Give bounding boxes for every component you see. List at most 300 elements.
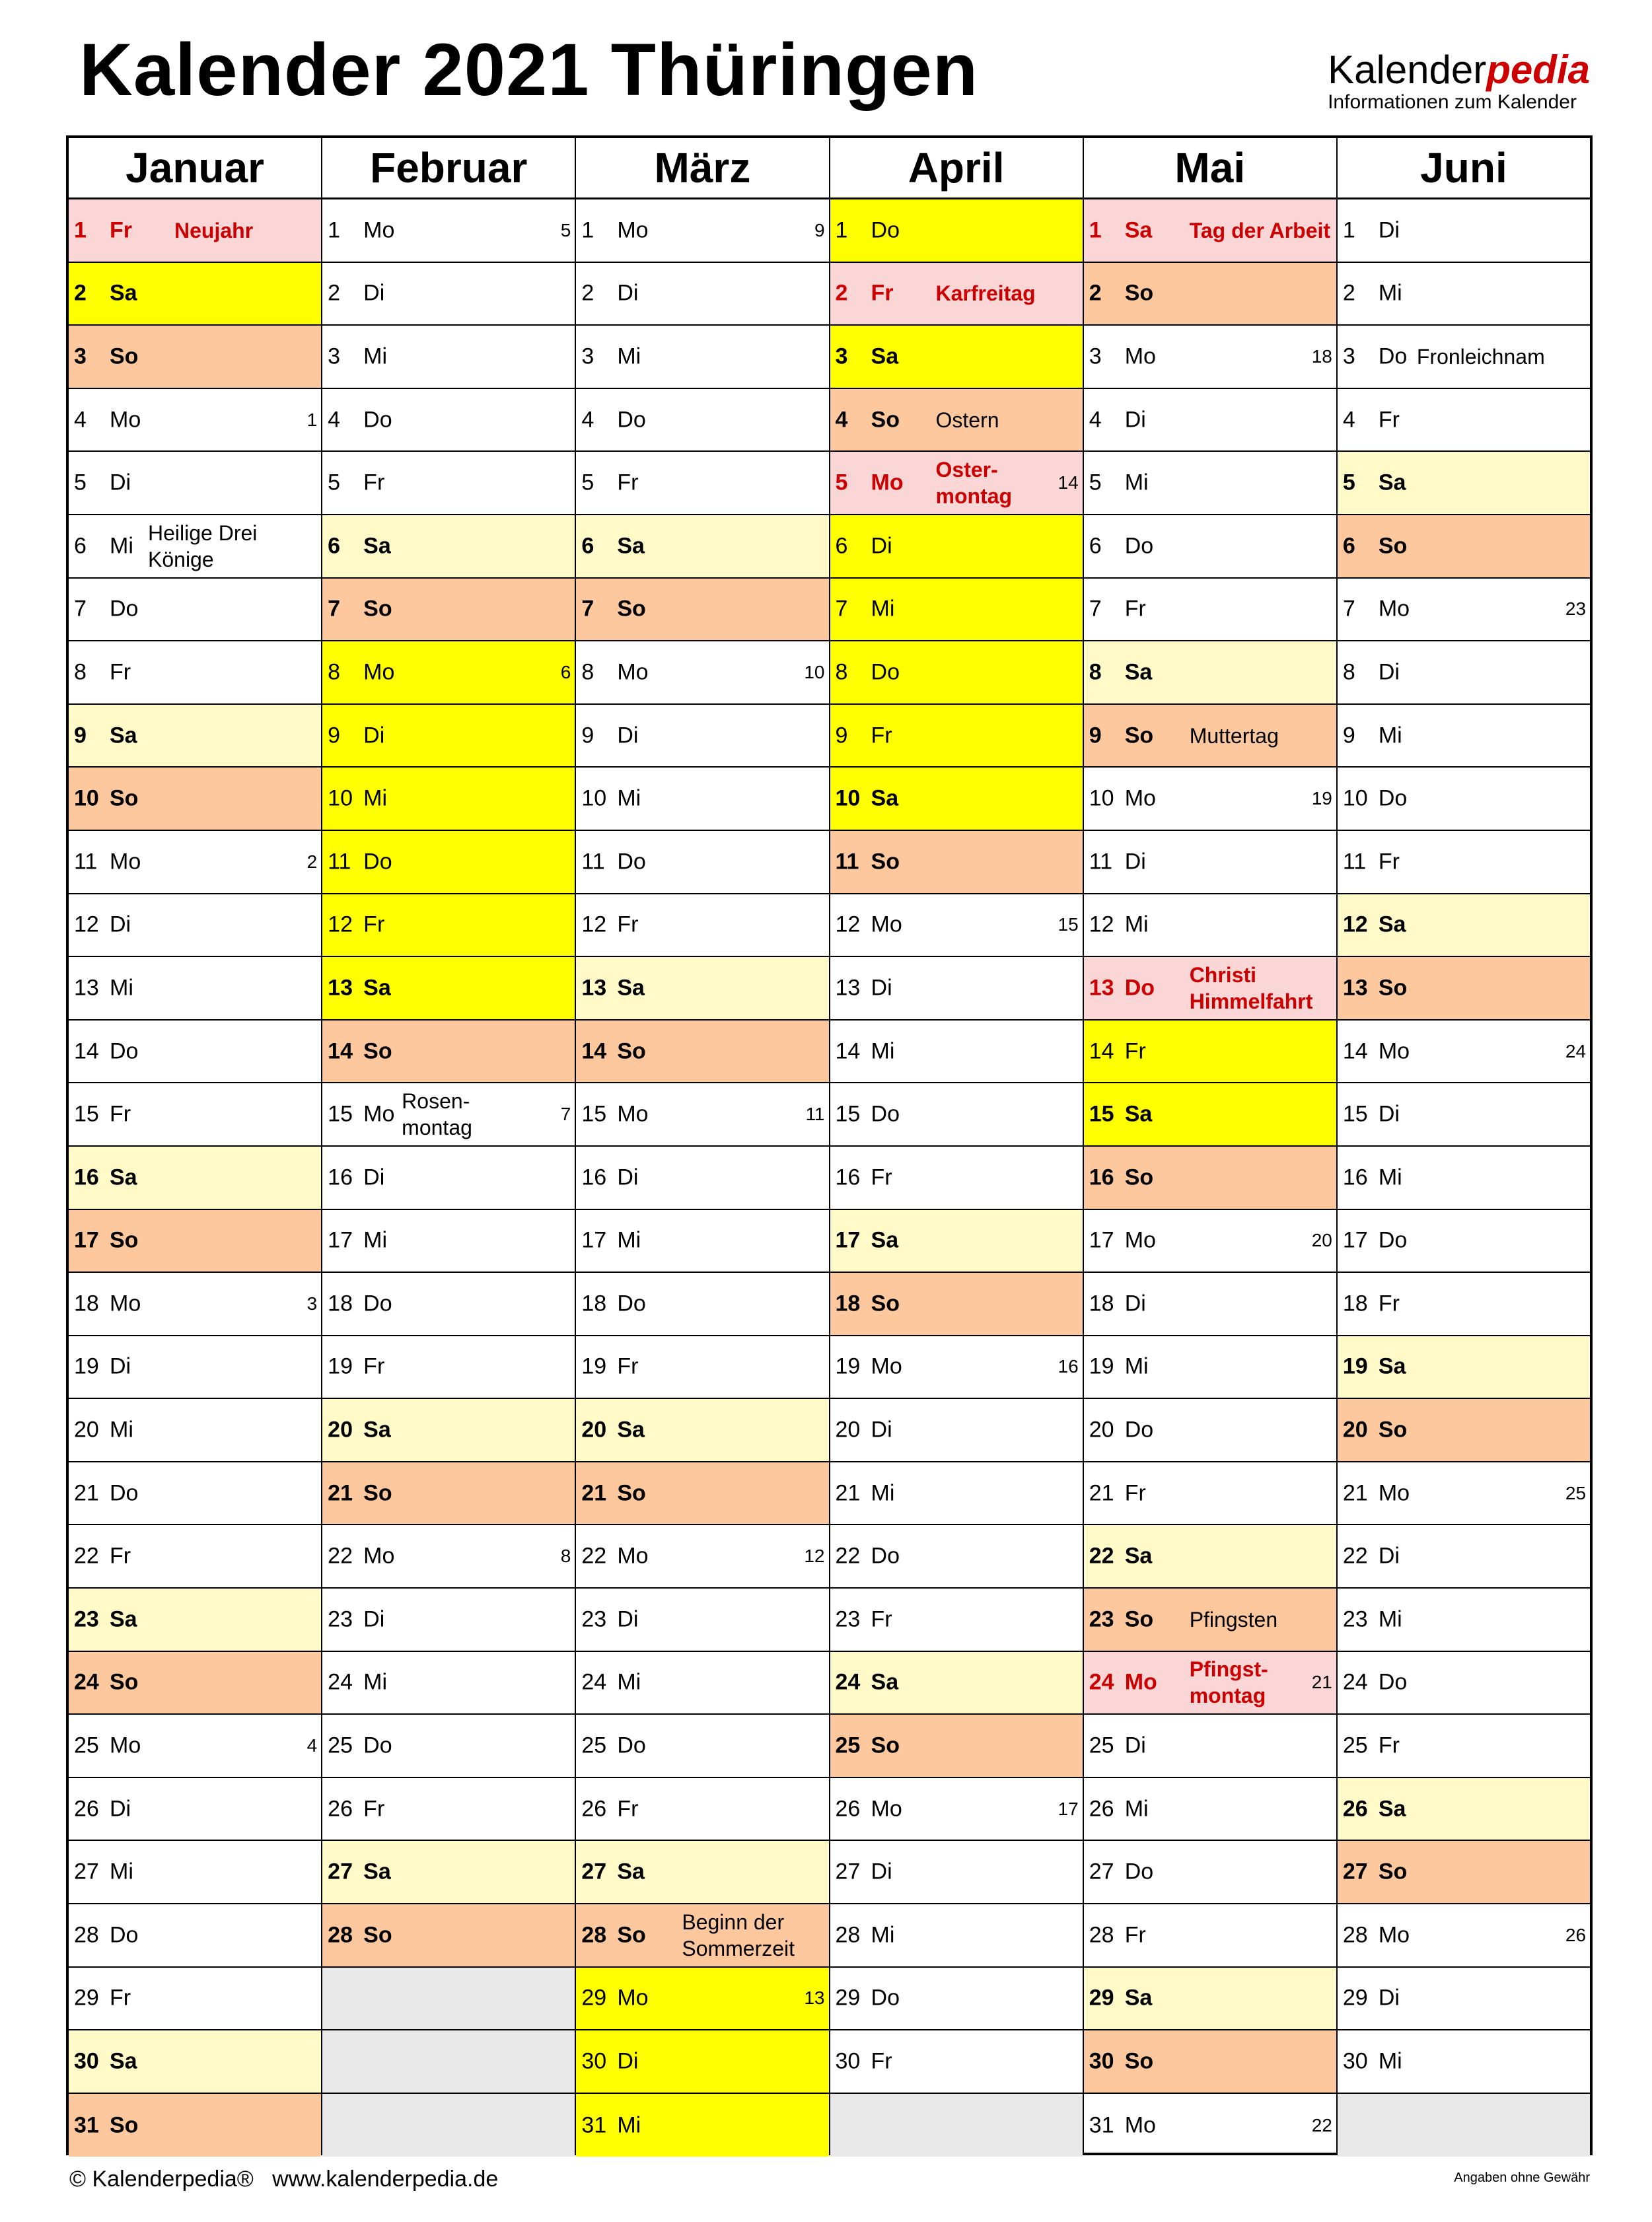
day-cell[interactable] bbox=[1084, 1904, 1336, 1968]
day-cell[interactable] bbox=[69, 389, 321, 452]
day-number: 21 bbox=[835, 1480, 861, 1506]
day-cell[interactable] bbox=[1084, 1841, 1336, 1904]
day-cell[interactable] bbox=[830, 515, 1083, 579]
day-cell[interactable] bbox=[69, 641, 321, 705]
day-cell[interactable] bbox=[322, 705, 575, 768]
day-cell[interactable] bbox=[576, 1589, 828, 1652]
weekday-label: Do bbox=[617, 849, 646, 875]
day-cell[interactable] bbox=[1084, 768, 1336, 831]
day-cell[interactable] bbox=[1338, 579, 1590, 642]
day-cell[interactable] bbox=[69, 894, 321, 958]
day-cell[interactable] bbox=[830, 1778, 1083, 1842]
weekday-label: Sa bbox=[871, 785, 899, 811]
day-cell[interactable] bbox=[1084, 894, 1336, 958]
brand-name-part1: Kalender bbox=[1328, 48, 1487, 92]
day-number: 28 bbox=[74, 1922, 99, 1948]
day-cell[interactable] bbox=[1084, 452, 1336, 515]
day-cell[interactable] bbox=[830, 1968, 1083, 2031]
day-cell[interactable] bbox=[1338, 1652, 1590, 1715]
day-number: 17 bbox=[1342, 1227, 1368, 1253]
day-cell[interactable] bbox=[69, 1210, 321, 1273]
day-cell[interactable] bbox=[322, 1210, 575, 1273]
day-cell[interactable] bbox=[576, 1778, 828, 1842]
day-cell[interactable] bbox=[1338, 705, 1590, 768]
day-cell[interactable] bbox=[69, 705, 321, 768]
weekday-label: Mo bbox=[363, 217, 395, 243]
weekday-label: Mi bbox=[871, 1480, 895, 1506]
week-number: 20 bbox=[1311, 1230, 1332, 1251]
day-number: 9 bbox=[1342, 723, 1355, 748]
day-cell[interactable] bbox=[322, 1399, 575, 1462]
day-cell[interactable] bbox=[1338, 1968, 1590, 2031]
weekday-label: Fr bbox=[871, 280, 894, 306]
day-note: Neujahr bbox=[174, 218, 254, 242]
day-cell[interactable] bbox=[322, 579, 575, 642]
day-note: Oster- montag bbox=[935, 458, 1013, 509]
day-cell[interactable] bbox=[1084, 1715, 1336, 1778]
day-cell[interactable] bbox=[576, 768, 828, 831]
weekday-label: So bbox=[1124, 2048, 1154, 2074]
day-cell[interactable] bbox=[69, 2094, 321, 2157]
day-cell[interactable] bbox=[576, 199, 828, 263]
day-cell[interactable] bbox=[322, 1841, 575, 1904]
day-cell[interactable] bbox=[69, 326, 321, 389]
day-cell[interactable] bbox=[576, 1336, 828, 1400]
day-cell[interactable] bbox=[830, 1147, 1083, 1210]
day-cell[interactable] bbox=[1338, 2030, 1590, 2094]
day-number: 5 bbox=[1089, 470, 1102, 495]
weekday-label: Fr bbox=[110, 1101, 131, 1127]
day-cell[interactable] bbox=[576, 1715, 828, 1778]
day-cell[interactable] bbox=[322, 1589, 575, 1652]
day-number: 25 bbox=[328, 1733, 353, 1758]
day-cell[interactable] bbox=[576, 2030, 828, 2094]
day-cell[interactable] bbox=[1338, 1336, 1590, 1400]
day-cell[interactable] bbox=[69, 1399, 321, 1462]
day-cell[interactable] bbox=[322, 1462, 575, 1526]
day-cell[interactable] bbox=[1338, 1904, 1590, 1968]
day-cell[interactable] bbox=[322, 1715, 575, 1778]
day-number: 7 bbox=[1342, 596, 1355, 622]
day-cell[interactable] bbox=[576, 1904, 828, 1968]
day-cell[interactable] bbox=[69, 1841, 321, 1904]
day-number: 28 bbox=[1342, 1922, 1368, 1948]
weekday-label: Fr bbox=[1378, 407, 1400, 433]
day-cell[interactable] bbox=[69, 1083, 321, 1147]
weekday-label: Di bbox=[617, 2048, 639, 2074]
day-cell[interactable] bbox=[1338, 326, 1590, 389]
day-number: 23 bbox=[1089, 1606, 1114, 1632]
weekday-label: Sa bbox=[871, 343, 899, 369]
weekday-label: Di bbox=[871, 1859, 892, 1884]
day-cell[interactable] bbox=[830, 1336, 1083, 1400]
day-cell[interactable] bbox=[1084, 1462, 1336, 1526]
day-cell[interactable] bbox=[830, 1083, 1083, 1147]
day-number: 28 bbox=[581, 1922, 607, 1948]
day-cell[interactable] bbox=[69, 831, 321, 894]
day-cell[interactable] bbox=[830, 1589, 1083, 1652]
day-cell[interactable] bbox=[830, 957, 1083, 1021]
day-cell[interactable] bbox=[1084, 199, 1336, 263]
week-number: 22 bbox=[1311, 2114, 1332, 2135]
week-number: 23 bbox=[1565, 598, 1587, 620]
day-cell[interactable] bbox=[1338, 1399, 1590, 1462]
day-cell[interactable] bbox=[69, 1336, 321, 1400]
day-cell[interactable] bbox=[69, 1904, 321, 1968]
day-cell[interactable] bbox=[1084, 1399, 1336, 1462]
day-number: 27 bbox=[328, 1859, 353, 1884]
brand-logo[interactable] bbox=[1328, 50, 1590, 112]
day-cell[interactable] bbox=[576, 894, 828, 958]
day-number: 21 bbox=[1342, 1480, 1368, 1506]
day-cell[interactable] bbox=[1338, 1083, 1590, 1147]
day-cell[interactable] bbox=[69, 768, 321, 831]
week-number: 19 bbox=[1311, 788, 1332, 809]
day-cell[interactable] bbox=[1084, 579, 1336, 642]
day-number: 5 bbox=[74, 470, 87, 495]
day-cell[interactable] bbox=[576, 1210, 828, 1273]
weekday-label: Do bbox=[110, 1038, 139, 1064]
week-number: 5 bbox=[560, 219, 571, 240]
weekday-label: Sa bbox=[1124, 1543, 1153, 1569]
day-cell[interactable] bbox=[1338, 1589, 1590, 1652]
weekday-label: Di bbox=[871, 975, 892, 1001]
day-number: 13 bbox=[581, 975, 607, 1001]
weekday-label: Fr bbox=[617, 1796, 639, 1822]
weekday-label: Mo bbox=[871, 912, 902, 937]
day-cell[interactable] bbox=[1084, 1589, 1336, 1652]
day-cell[interactable] bbox=[1084, 2030, 1336, 2094]
day-cell[interactable] bbox=[830, 1525, 1083, 1589]
day-cell[interactable] bbox=[1084, 957, 1336, 1021]
week-number: 9 bbox=[814, 219, 825, 240]
day-cell[interactable] bbox=[1084, 326, 1336, 389]
day-cell[interactable] bbox=[1338, 1525, 1590, 1589]
month-header: Februar bbox=[322, 138, 575, 199]
weekday-label: So bbox=[871, 1291, 900, 1316]
day-cell[interactable] bbox=[322, 957, 575, 1021]
day-cell[interactable] bbox=[1084, 831, 1336, 894]
day-cell[interactable] bbox=[69, 1462, 321, 1526]
day-note: Tag der Arbeit bbox=[1189, 218, 1331, 242]
day-cell[interactable] bbox=[69, 579, 321, 642]
weekday-label: Di bbox=[1378, 1985, 1400, 2011]
day-cell[interactable] bbox=[830, 1273, 1083, 1336]
weekday-label: Do bbox=[1124, 1417, 1154, 1443]
day-cell[interactable] bbox=[322, 831, 575, 894]
weekday-label: Fr bbox=[110, 1985, 131, 2011]
weekday-label: Mo bbox=[1378, 596, 1410, 622]
weekday-label: Mo bbox=[871, 1353, 902, 1379]
day-number: 6 bbox=[74, 533, 87, 559]
day-cell[interactable] bbox=[1338, 263, 1590, 326]
day-cell[interactable] bbox=[830, 641, 1083, 705]
day-cell[interactable] bbox=[576, 705, 828, 768]
day-cell[interactable] bbox=[576, 1841, 828, 1904]
day-cell[interactable] bbox=[322, 1525, 575, 1589]
day-cell[interactable] bbox=[1084, 515, 1336, 579]
day-cell[interactable] bbox=[830, 199, 1083, 263]
day-note: Rosen- montag bbox=[402, 1089, 472, 1140]
day-cell[interactable] bbox=[576, 326, 828, 389]
weekday-label: Sa bbox=[1124, 1985, 1153, 2011]
day-cell[interactable] bbox=[322, 1147, 575, 1210]
day-cell[interactable] bbox=[830, 894, 1083, 958]
day-cell[interactable] bbox=[1084, 263, 1336, 326]
day-number: 24 bbox=[74, 1669, 99, 1695]
day-cell[interactable] bbox=[322, 641, 575, 705]
day-cell[interactable] bbox=[1338, 957, 1590, 1021]
day-cell[interactable] bbox=[69, 1652, 321, 1715]
day-cell[interactable] bbox=[1084, 389, 1336, 452]
weekday-label: Sa bbox=[1378, 1796, 1406, 1822]
day-cell[interactable] bbox=[322, 1021, 575, 1084]
day-number: 20 bbox=[1089, 1417, 1114, 1443]
day-cell[interactable] bbox=[1084, 641, 1336, 705]
weekday-label: Di bbox=[1124, 849, 1146, 875]
day-cell[interactable] bbox=[830, 1462, 1083, 1526]
day-cell[interactable] bbox=[830, 1399, 1083, 1462]
weekday-label: Fr bbox=[1378, 1291, 1400, 1316]
day-number: 13 bbox=[328, 975, 353, 1001]
day-cell[interactable] bbox=[576, 1399, 828, 1462]
day-cell[interactable] bbox=[576, 641, 828, 705]
day-cell[interactable] bbox=[1338, 894, 1590, 958]
day-cell[interactable] bbox=[322, 768, 575, 831]
weekday-label: Do bbox=[871, 659, 900, 685]
day-number: 3 bbox=[1342, 343, 1355, 369]
day-number: 16 bbox=[1342, 1165, 1368, 1190]
day-cell[interactable] bbox=[830, 831, 1083, 894]
day-cell[interactable] bbox=[1338, 1715, 1590, 1778]
day-cell[interactable] bbox=[576, 389, 828, 452]
day-number: 8 bbox=[328, 659, 341, 685]
day-cell[interactable] bbox=[69, 515, 321, 579]
day-cell[interactable] bbox=[69, 1589, 321, 1652]
day-cell[interactable] bbox=[830, 768, 1083, 831]
day-cell[interactable] bbox=[1084, 1336, 1336, 1400]
week-number: 18 bbox=[1311, 345, 1332, 367]
day-number: 6 bbox=[581, 533, 594, 559]
day-cell[interactable] bbox=[1084, 1273, 1336, 1336]
weekday-label: Do bbox=[110, 596, 139, 622]
empty-day-cell bbox=[830, 2094, 1083, 2157]
day-number: 28 bbox=[835, 1922, 861, 1948]
day-number: 7 bbox=[581, 596, 594, 622]
day-number: 25 bbox=[74, 1733, 99, 1758]
day-number: 1 bbox=[1342, 217, 1355, 243]
day-number: 11 bbox=[1342, 849, 1367, 875]
day-cell[interactable] bbox=[322, 515, 575, 579]
day-cell[interactable] bbox=[1338, 199, 1590, 263]
day-cell[interactable] bbox=[1084, 1968, 1336, 2031]
day-cell[interactable] bbox=[322, 199, 575, 263]
day-cell[interactable] bbox=[69, 957, 321, 1021]
day-cell[interactable] bbox=[576, 1462, 828, 1526]
weekday-label: Fr bbox=[871, 1606, 892, 1632]
day-cell[interactable] bbox=[69, 1273, 321, 1336]
weekday-label: Di bbox=[1124, 1291, 1146, 1316]
day-cell[interactable] bbox=[322, 1778, 575, 1842]
day-cell[interactable] bbox=[576, 1021, 828, 1084]
day-number: 23 bbox=[835, 1606, 861, 1632]
day-cell[interactable] bbox=[830, 2030, 1083, 2094]
day-cell[interactable] bbox=[576, 263, 828, 326]
day-cell[interactable] bbox=[69, 2030, 321, 2094]
day-cell[interactable] bbox=[830, 1652, 1083, 1715]
day-cell[interactable] bbox=[322, 1273, 575, 1336]
weekday-label: Fr bbox=[363, 912, 385, 937]
day-number: 18 bbox=[328, 1291, 353, 1316]
day-cell[interactable] bbox=[576, 452, 828, 515]
week-number: 12 bbox=[804, 1546, 825, 1567]
day-cell[interactable] bbox=[69, 1021, 321, 1084]
day-number: 8 bbox=[581, 659, 594, 685]
day-cell[interactable] bbox=[1084, 1525, 1336, 1589]
day-cell[interactable] bbox=[322, 263, 575, 326]
day-cell[interactable] bbox=[1084, 1778, 1336, 1842]
day-cell[interactable] bbox=[1338, 641, 1590, 705]
weekday-label: Do bbox=[617, 407, 646, 433]
day-cell[interactable] bbox=[1338, 515, 1590, 579]
month-header: April bbox=[830, 138, 1083, 199]
day-cell[interactable] bbox=[1338, 1147, 1590, 1210]
weekday-label: Mo bbox=[1124, 785, 1156, 811]
day-cell[interactable] bbox=[576, 1652, 828, 1715]
day-number: 26 bbox=[1342, 1796, 1368, 1822]
weekday-label: Mi bbox=[871, 1922, 895, 1948]
day-number: 4 bbox=[581, 407, 594, 433]
day-cell[interactable] bbox=[322, 1336, 575, 1400]
day-cell[interactable] bbox=[830, 389, 1083, 452]
day-cell[interactable] bbox=[576, 515, 828, 579]
day-number: 31 bbox=[1089, 2112, 1114, 2138]
day-cell[interactable] bbox=[1084, 1021, 1336, 1084]
day-number: 15 bbox=[581, 1101, 607, 1127]
day-cell[interactable] bbox=[322, 1904, 575, 1968]
weekday-label: Di bbox=[110, 912, 131, 937]
weekday-label: So bbox=[1124, 723, 1154, 748]
day-cell[interactable] bbox=[1338, 452, 1590, 515]
day-cell[interactable] bbox=[322, 452, 575, 515]
day-cell[interactable] bbox=[1084, 1652, 1336, 1715]
day-cell[interactable] bbox=[1338, 1273, 1590, 1336]
day-cell[interactable] bbox=[1338, 1021, 1590, 1084]
day-number: 24 bbox=[328, 1669, 353, 1695]
day-cell[interactable] bbox=[576, 1525, 828, 1589]
day-cell[interactable] bbox=[830, 1021, 1083, 1084]
month-column bbox=[575, 138, 828, 2153]
day-cell[interactable] bbox=[830, 1715, 1083, 1778]
empty-day-cell bbox=[322, 2094, 575, 2157]
weekday-label: Sa bbox=[1378, 470, 1406, 495]
weekday-label: Sa bbox=[871, 1227, 899, 1253]
day-number: 12 bbox=[1342, 912, 1368, 937]
week-number: 15 bbox=[1058, 914, 1079, 935]
day-cell[interactable] bbox=[322, 389, 575, 452]
day-number: 12 bbox=[835, 912, 861, 937]
day-cell[interactable] bbox=[830, 326, 1083, 389]
day-cell[interactable] bbox=[1338, 1778, 1590, 1842]
day-cell[interactable] bbox=[576, 1273, 828, 1336]
day-cell[interactable] bbox=[576, 2094, 828, 2157]
weekday-label: Do bbox=[1378, 785, 1408, 811]
day-cell[interactable] bbox=[69, 263, 321, 326]
weekday-label: Do bbox=[110, 1922, 139, 1948]
day-cell[interactable] bbox=[830, 1210, 1083, 1273]
day-cell[interactable] bbox=[576, 831, 828, 894]
day-cell[interactable] bbox=[69, 1715, 321, 1778]
month-column bbox=[1083, 138, 1336, 2153]
day-cell[interactable] bbox=[1084, 705, 1336, 768]
day-cell[interactable] bbox=[1338, 1210, 1590, 1273]
day-cell[interactable] bbox=[576, 1083, 828, 1147]
weekday-label: Sa bbox=[1378, 1353, 1406, 1379]
day-cell[interactable] bbox=[830, 579, 1083, 642]
weekday-label: Do bbox=[1378, 343, 1408, 369]
day-cell[interactable] bbox=[1084, 1147, 1336, 1210]
day-cell[interactable] bbox=[830, 1841, 1083, 1904]
day-cell[interactable] bbox=[322, 1083, 575, 1147]
day-cell[interactable] bbox=[1338, 389, 1590, 452]
weekday-label: Mo bbox=[617, 659, 649, 685]
empty-day-cell bbox=[1338, 2094, 1590, 2157]
day-cell[interactable] bbox=[1338, 831, 1590, 894]
day-cell[interactable] bbox=[1084, 1083, 1336, 1147]
day-cell[interactable] bbox=[69, 1968, 321, 2031]
day-cell[interactable] bbox=[830, 1904, 1083, 1968]
day-cell[interactable] bbox=[69, 199, 321, 263]
day-note: Muttertag bbox=[1189, 723, 1279, 748]
day-cell[interactable] bbox=[322, 326, 575, 389]
day-number: 6 bbox=[1342, 533, 1355, 559]
day-cell[interactable] bbox=[69, 1525, 321, 1589]
weekday-label: Mi bbox=[1124, 1353, 1149, 1379]
day-cell[interactable] bbox=[1338, 1462, 1590, 1526]
weekday-label: So bbox=[1124, 1165, 1154, 1190]
day-note: Pfingsten bbox=[1189, 1607, 1278, 1631]
week-number: 25 bbox=[1565, 1482, 1587, 1503]
day-number: 24 bbox=[835, 1669, 861, 1695]
day-cell[interactable] bbox=[69, 1778, 321, 1842]
day-cell[interactable] bbox=[830, 452, 1083, 515]
day-number: 14 bbox=[328, 1038, 353, 1064]
day-cell[interactable] bbox=[322, 894, 575, 958]
day-number: 5 bbox=[328, 470, 341, 495]
day-cell[interactable] bbox=[1338, 768, 1590, 831]
day-cell[interactable] bbox=[830, 705, 1083, 768]
weekday-label: Mi bbox=[1378, 1165, 1402, 1190]
day-cell[interactable] bbox=[830, 263, 1083, 326]
day-cell[interactable] bbox=[1084, 1210, 1336, 1273]
day-number: 1 bbox=[581, 217, 594, 243]
weekday-label: Sa bbox=[617, 1417, 645, 1443]
day-note: Pfingst- montag bbox=[1189, 1657, 1268, 1708]
day-cell[interactable] bbox=[576, 957, 828, 1021]
day-cell[interactable] bbox=[576, 1968, 828, 2031]
day-cell[interactable] bbox=[322, 1652, 575, 1715]
day-cell[interactable] bbox=[69, 1147, 321, 1210]
weekday-label: Mi bbox=[110, 1859, 133, 1884]
day-cell[interactable] bbox=[69, 452, 321, 515]
day-cell[interactable] bbox=[576, 579, 828, 642]
day-cell[interactable] bbox=[576, 1147, 828, 1210]
day-cell[interactable] bbox=[1084, 2094, 1336, 2157]
day-cell[interactable] bbox=[1338, 1841, 1590, 1904]
weekday-label: Sa bbox=[363, 975, 391, 1001]
weekday-label: Di bbox=[617, 280, 639, 306]
day-number: 20 bbox=[581, 1417, 607, 1443]
